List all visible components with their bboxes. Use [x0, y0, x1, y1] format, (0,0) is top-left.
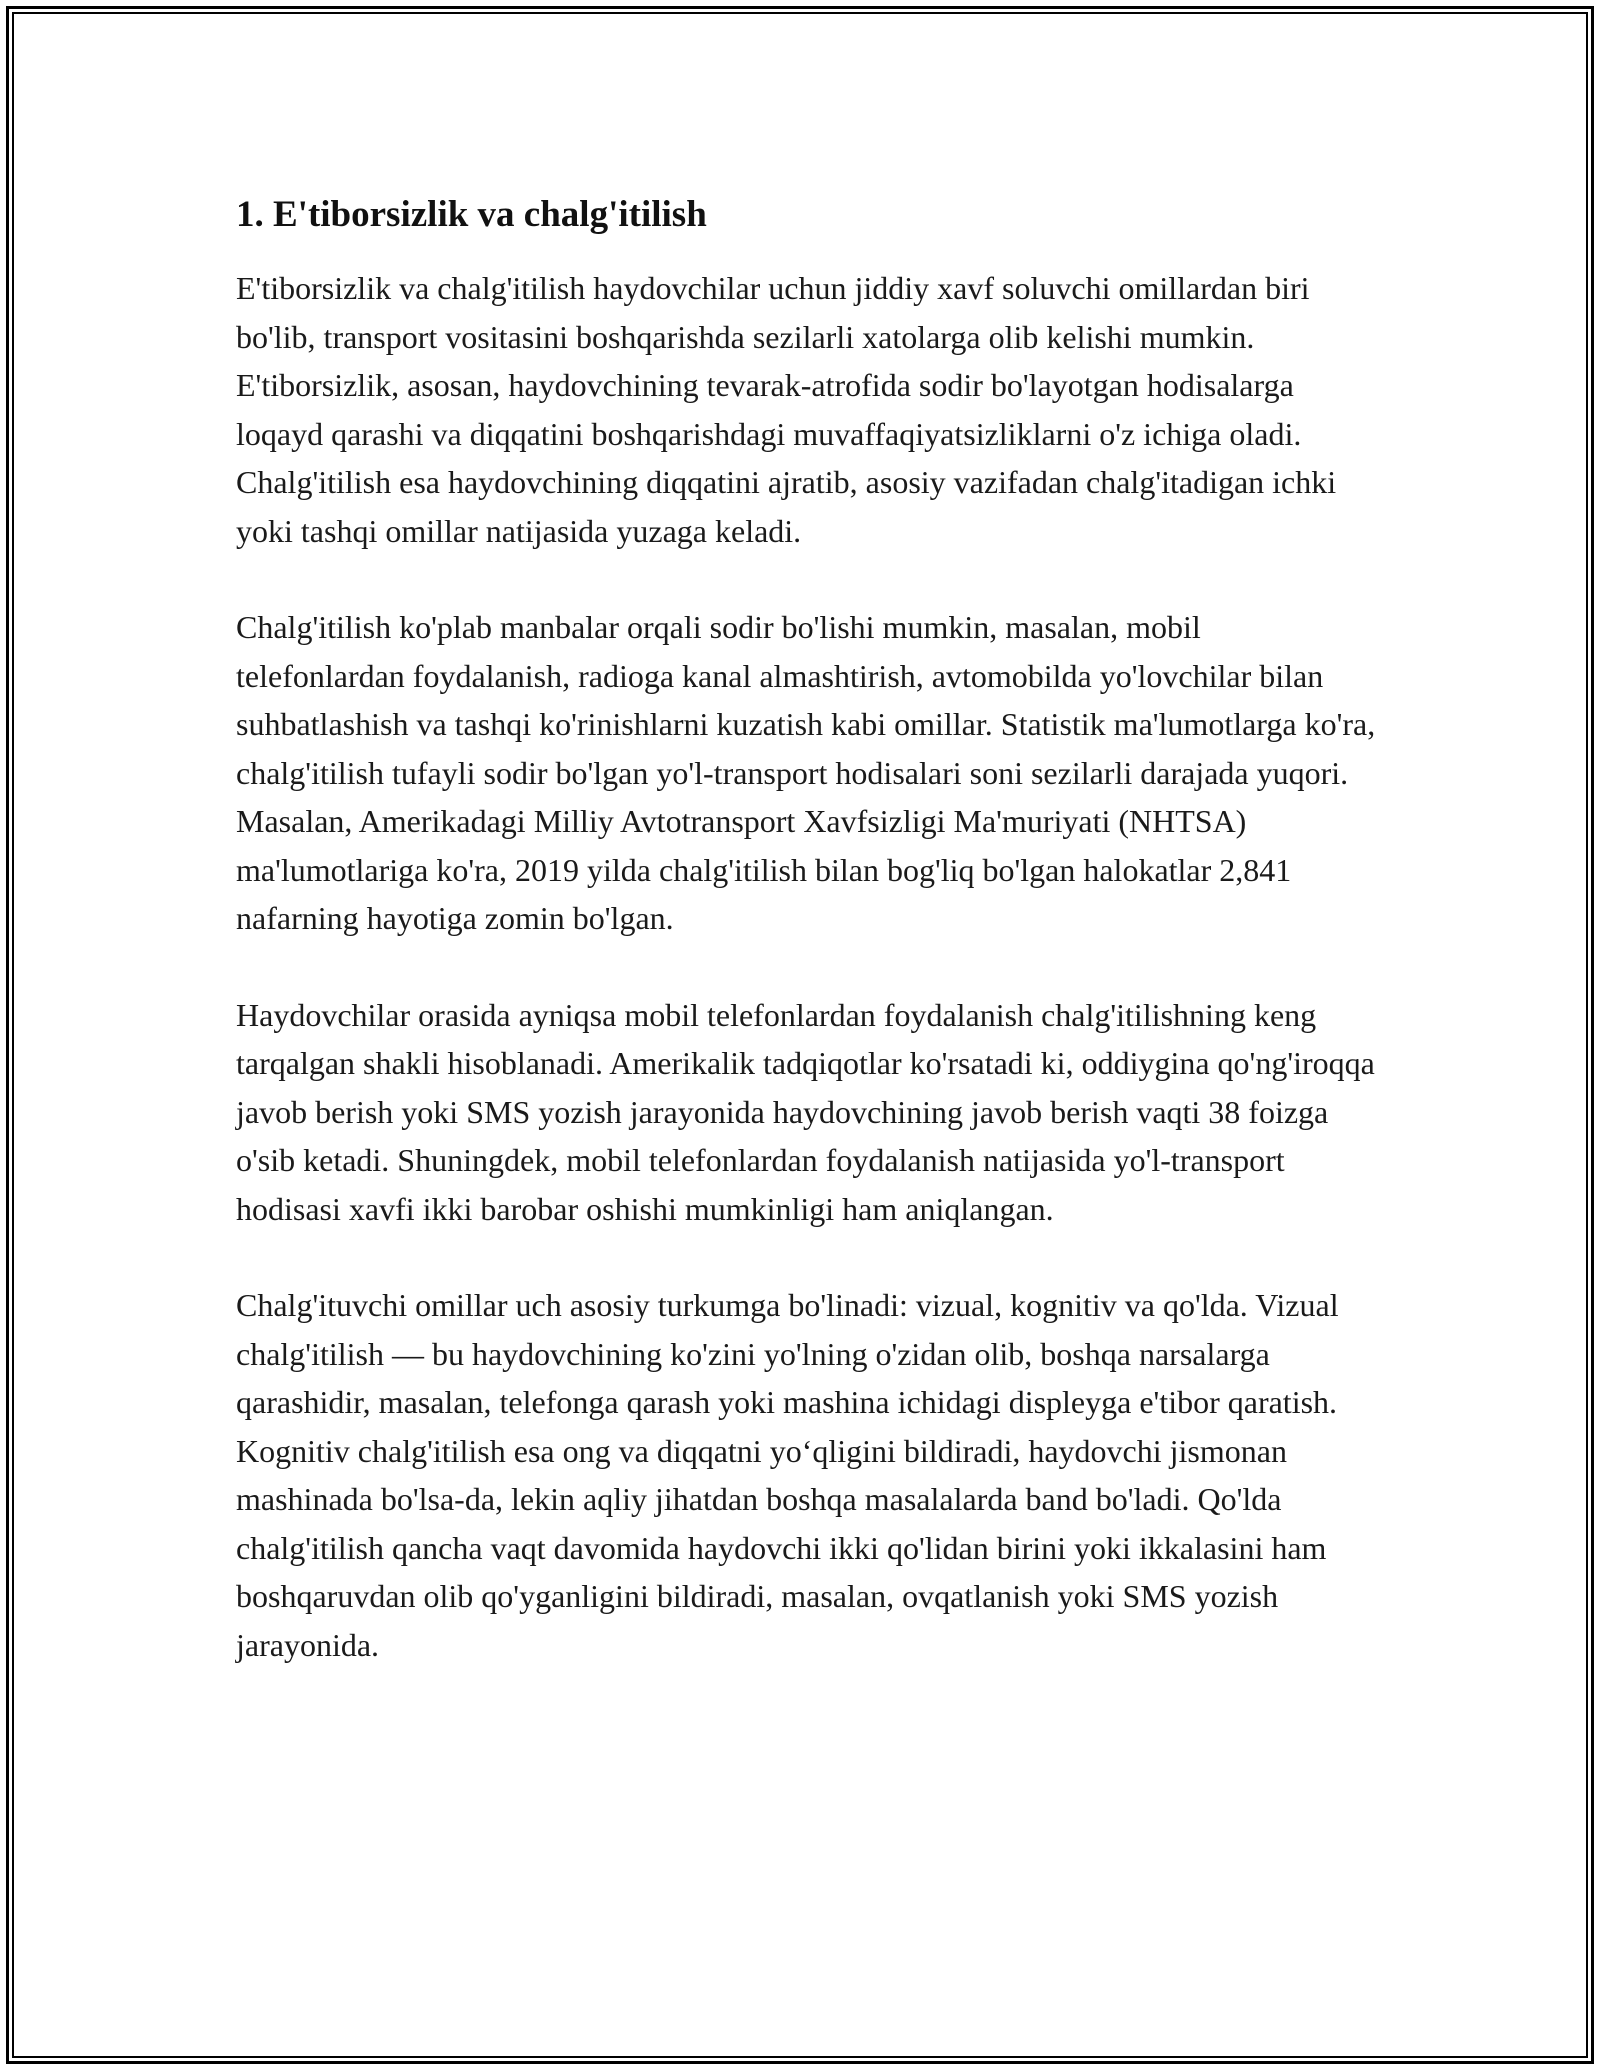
document-body	[236, 188, 1376, 1717]
section-heading: 1. E'tiborsizlik va chalg'itilish	[236, 194, 707, 235]
paragraph-mobile-phone-use: Haydovchilar orasida ayniqsa mobil telefonlardan foydalanish chalg'itilishning keng tarqalgan shakli hisoblanadi. Amerikalik tadqiqotlar ko'rsatadi ki, oddiygina qo'ng'iroqqa javob berish yoki SMS yozish jarayonida haydovchining javob berish vaqti 38 foizga o'sib ketadi. Shuningdek, mobil telefonlardan foydalanish natijasida yo'l-transport hodisasi xavfi ikki barobar oshishi mumkinligi ham aniqlangan.	[236, 996, 1375, 1227]
paragraph-distraction-types: Chalg'ituvchi omillar uch asosiy turkumga bo'linadi: vizual, kognitiv va qo'lda. Vizual chalg'itilish — bu haydovchining ko'zini yo'lning o'zidan olib, boshqa narsalarga qarashidir, masalan, telefonga qarash yoki mashina ichidagi displeyga e'tibor qaratish. Kognitiv chalg'itilish esa ong va diqqatni yo‘qligini bildiradi, haydovchi jismonan mashinada bo'lsa-da, lekin aqliy jihatdan boshqa masalalarda band bo'ladi. Qo'lda chalg'itilish qancha vaqt davomida haydovchi ikki qo'lidan birini yoki ikkalasini ham boshqaruvdan olib qo'yganligini bildiradi, masalan, ovqatlanish yoki SMS yozish jarayonida.	[236, 1287, 1339, 1663]
paragraph-distraction-sources: Chalg'itilish ko'plab manbalar orqali sodir bo'lishi mumkin, masalan, mobil telefonlardan foydalanish, radioga kanal almashtirish, avtomobilda yo'lovchilar bilan suhbatlashish va tashqi ko'rinishlarni kuzatish kabi omillar. Statistik ma'lumotlarga ko'ra, chalg'itilish tufayli sodir bo'lgan yo'l-transport hodisalari soni sezilarli darajada yuqori. Masalan, Amerikadagi Milliy Avtotransport Xavfsizligi Ma'muriyati (NHTSA) ma'lumotlariga ko'ra, 2019 yilda chalg'itilish bilan bog'liq bo'lgan halokatlar 2,841 nafarning hayotiga zomin bo'lgan.	[236, 609, 1376, 936]
paragraph-inattention-definition: E'tiborsizlik va chalg'itilish haydovchilar uchun jiddiy xavf soluvchi omillardan biri bo'lib, transport vositasini boshqarishda sezilarli xatolarga olib kelishi mumkin. E'tiborsizlik, asosan, haydovchining tevarak-atrofida sodir bo'layotgan hodisalarga loqayd qarashi va diqqatini boshqarishdagi muvaffaqiyatsizliklarni o'z ichiga oladi. Chalg'itilish esa haydovchining diqqatini ajratib, asosiy vazifadan chalg'itadigan ichki yoki tashqi omillar natijasida yuzaga keladi.	[236, 270, 1337, 549]
